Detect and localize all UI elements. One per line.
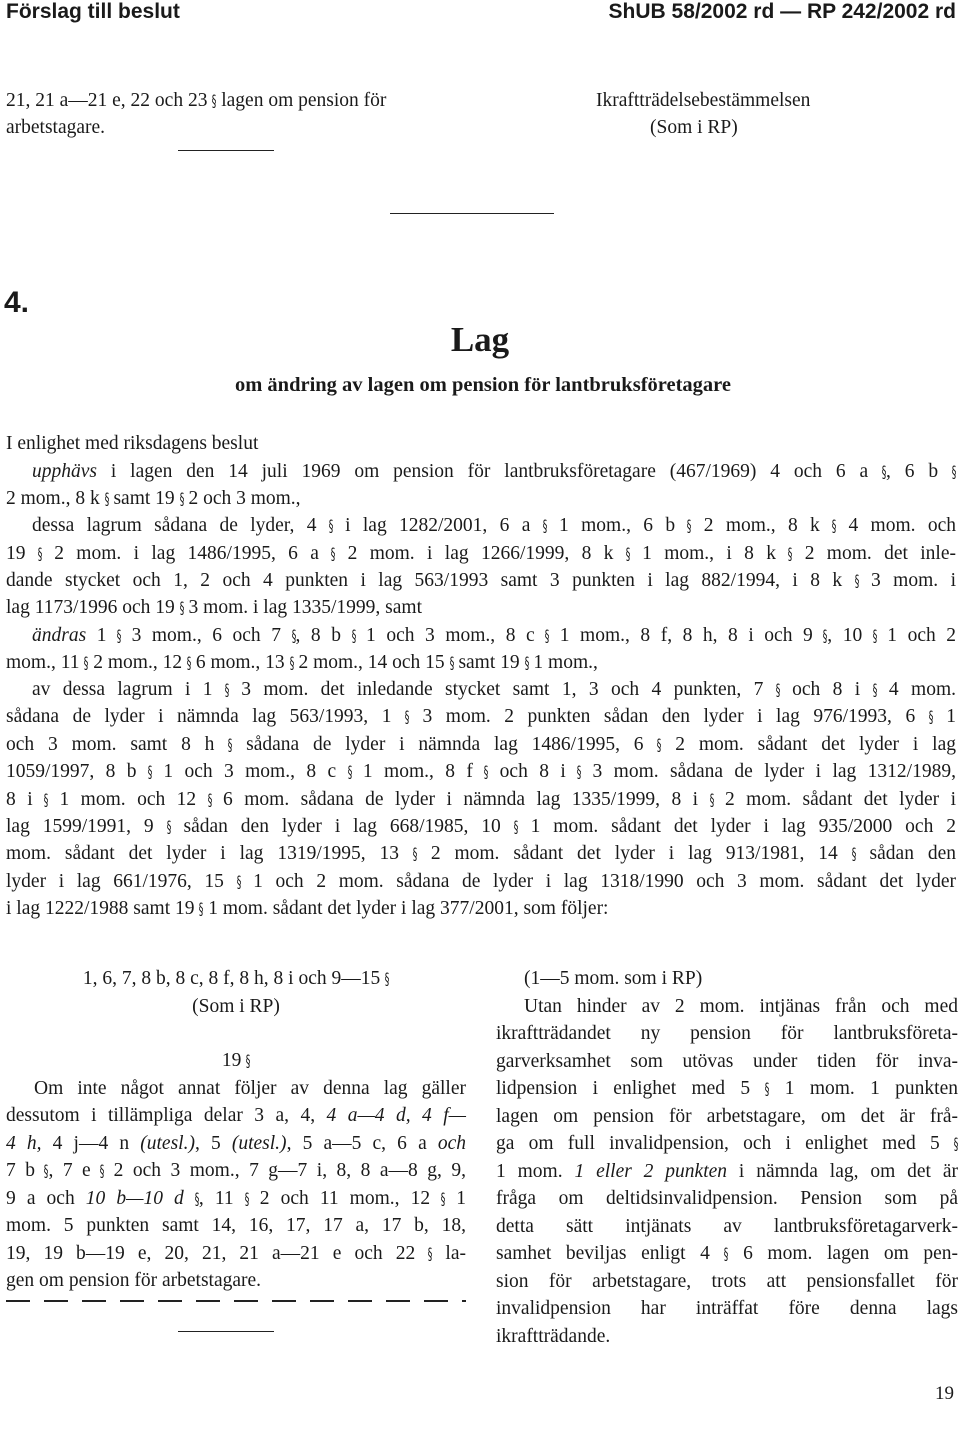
body-line: lyder i lag 661/1976, 15 § 1 och 2 mom. sådana de lyder i lag 1318/1990 och 3 mom. sådant det lyder: [6, 871, 956, 892]
body-line: i lag 1222/1988 samt 19 § 1 mom. sådant det lyder i lag 377/2001, som följer:: [6, 898, 609, 919]
left-column-line: 19, 19 b—19 e, 20, 21, 21 a—21 e och 22 § la-: [6, 1242, 466, 1264]
left-heading: 1, 6, 7, 8 b, 8 c, 8 f, 8 h, 8 i och 9—15 §: [82, 968, 390, 989]
center-rule: [390, 213, 554, 214]
body-line: 19 § 2 mom. i lag 1486/1995, 6 a § 2 mom. i lag 1266/1999, 8 k § 1 mom., i 8 k § 2 mom. det inle-: [6, 543, 956, 564]
left-subheading: (Som i RP): [192, 995, 280, 1017]
right-column-line: 1 mom. 1 eller 2 punkten i nämnda lag, om det är: [496, 1160, 958, 1182]
left-column-line: gen om pension för arbetstagare.: [6, 1270, 262, 1291]
left-column-line: 9 a och 10 b—10 d §, 11 § 2 och 11 mom., 12 § 1: [6, 1187, 466, 1209]
body-line: 2 mom., 8 k § samt 19 § 2 och 3 mom.,: [6, 488, 301, 509]
right-column-line: sion för arbetstagare, trots att pensionsfallet för: [496, 1270, 958, 1292]
left-column-line: mom. 5 punkten samt 14, 16, 17, 17 a, 17 b, 18,: [6, 1215, 466, 1236]
body-line: dande stycket och 1, 2 och 4 punkten i lag 563/1993 samt 3 punkten i lag 882/1994, i 8 k § 3 mom. i: [6, 570, 956, 591]
running-header-left: Förslag till beslut: [6, 0, 180, 23]
body-line: sådana de lyder i nämnda lag 563/1993, 1 § 3 mom. 2 punkten sådan den lyder i lag 976/1993, 6 § 1: [6, 706, 956, 727]
right-column-line: ikraftträdandet ny pension för lantbruksföreta-: [496, 1023, 958, 1044]
right-column-line: ikraftträdande.: [496, 1325, 611, 1347]
left-column: [6, 965, 466, 1295]
body-line: av dessa lagrum i 1 § 3 mom. det inledande stycket samt 1, 3 och 4 punkten, 7 § och 8 i § 4 mom.: [32, 679, 957, 700]
right-column: [496, 965, 958, 1350]
law-number: 4.: [4, 286, 30, 319]
bottom-rule: [178, 1331, 274, 1332]
intro-left-line2: arbetstagare.: [6, 117, 106, 138]
right-column-line: garverksamhet som utövas under tiden för inva-: [496, 1050, 958, 1072]
intro-left-line1: [6, 87, 956, 115]
right-column-line: fråga om deltidsinvalidpension. Pension som på: [496, 1188, 958, 1209]
intro-right-line1: Ikraftträdelsebestämmelsen: [596, 90, 811, 111]
body-line: upphävs i lagen den 14 juli 1969 om pension för lantbruksföretagare (467/1969) 4 och 6 a §, 6 b §: [32, 461, 957, 482]
omission-dashes: [6, 1300, 466, 1302]
right-heading: (1—5 mom. som i RP): [524, 968, 703, 989]
right-column-line: lagen om pension för arbetstagare, om det är frå-: [496, 1105, 958, 1127]
intro-left-text1: 21, 21 a—21 e, 22 och 23 § lagen om pension för: [6, 90, 387, 111]
intro-right-line2: (Som i RP): [650, 117, 738, 138]
body-line: mom., 11 § 2 mom., 12 § 6 mom., 13 § 2 mom., 14 och 15 § samt 19 § 1 mom.,: [6, 652, 598, 673]
right-column-line: Utan hinder av 2 mom. intjänas från och med: [524, 995, 958, 1017]
body-line: lag 1173/1996 och 19 § 3 mom. i lag 1335/1999, samt: [6, 597, 422, 618]
section-19-heading: 19 §: [221, 1050, 251, 1071]
right-column-line: ga om full invalidpension, och i enlighet med 5 §: [496, 1133, 959, 1154]
body-line: lag 1599/1991, 9 § sådan den lyder i lag 668/1985, 10 § 1 mom. sådant det lyder i lag 935/2000 och 2: [6, 816, 956, 837]
left-column-line: 7 b §, 7 e § 2 och 3 mom., 7 g—7 i, 8, 8 a—8 g, 9,: [6, 1160, 466, 1181]
left-column-line: 4 h, 4 j—4 n (utesl.), 5 (utesl.), 5 a—5 c, 6 a och: [6, 1132, 467, 1154]
running-header-right: ShUB 58/2002 rd — RP 242/2002 rd: [608, 0, 956, 23]
body-line: 1059/1997, 8 b § 1 och 3 mom., 8 c § 1 mom., 8 f § och 8 i § 3 mom. sådana de lyder i lag 1312/1989,: [6, 761, 956, 782]
right-column-line: invalidpension har inträffat före denna lags: [496, 1298, 958, 1319]
left-column-line: dessutom i tillämpliga delar 3 a, 4, 4 a—4 d, 4 f—: [6, 1105, 466, 1126]
right-column-line: lidpension i enlighet med 5 § 1 mom. 1 punkten: [496, 1078, 958, 1099]
body-line: 8 i § 1 mom. och 12 § 6 mom. sådana de lyder i nämnda lag 1335/1999, 8 i § 2 mom. sådant det lyder i: [6, 789, 956, 810]
right-column-line: samhet beviljas enligt 4 § 6 mom. lagen om pen-: [496, 1243, 958, 1264]
right-text: [496, 993, 958, 1351]
law-title: Lag: [450, 320, 510, 359]
section-19-text: [6, 1075, 466, 1295]
left-column-line: Om inte något annat följer av denna lag gäller: [34, 1077, 466, 1099]
right-column-line: detta sätt intjänats av lantbruksföretagarverk-: [496, 1215, 958, 1237]
body-line: I enlighet med riksdagens beslut: [6, 433, 259, 454]
law-subtitle: om ändring av lagen om pension för lantbruksföretagare: [234, 374, 731, 396]
body-line: och 3 mom. samt 8 h § sådana de lyder i nämnda lag 1486/1995, 6 § 2 mom. sådant det lyder i lag: [6, 734, 956, 755]
body-line: dessa lagrum sådana de lyder, 4 § i lag 1282/2001, 6 a § 1 mom., 6 b § 2 mom., 8 k § 4 mom. och: [32, 515, 956, 536]
page-number: 19: [935, 1383, 954, 1404]
body-line: mom. sådant det lyder i lag 1319/1995, 13 § 2 mom. sådant det lyder i lag 913/1981, 14 § sådan den: [6, 843, 956, 864]
body-line: ändras 1 § 3 mom., 6 och 7 §, 8 b § 1 och 3 mom., 8 c § 1 mom., 8 f, 8 h, 8 i och 9 §, 10 § 1 och 2: [32, 625, 957, 646]
intro-left-rule: [178, 150, 274, 151]
